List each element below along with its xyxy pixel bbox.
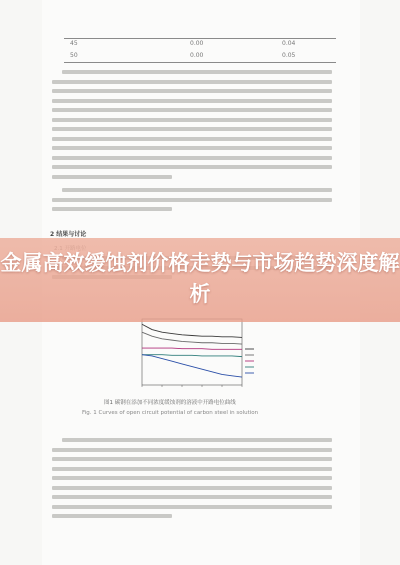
figure-caption-cn: 图1 碳钢在添加不同浓度缓蚀剂的溶液中开路电位曲线 <box>104 400 236 406</box>
series-line-4 <box>142 355 242 377</box>
text-line <box>52 137 332 141</box>
table-cell: 50 <box>70 52 78 59</box>
text-line <box>52 514 172 518</box>
section-heading: 2 结果与讨论 <box>50 231 87 238</box>
series-line-1 <box>142 332 242 344</box>
series-line-0 <box>142 324 242 337</box>
text-line <box>52 156 332 160</box>
text-line <box>52 198 332 202</box>
table-cell: 0.05 <box>282 52 296 59</box>
text-line <box>52 476 332 480</box>
text-line <box>52 99 332 103</box>
figure-caption-en: Fig. 1 Curves of open circuit potential of carbon steel in solution <box>82 410 259 416</box>
text-line <box>52 80 332 84</box>
text-line <box>52 89 332 93</box>
text-line <box>52 207 172 211</box>
text-line <box>52 108 332 112</box>
table-rule-top <box>64 38 336 39</box>
text-line <box>52 127 332 131</box>
text-line <box>52 165 332 169</box>
series-line-2 <box>142 348 242 349</box>
text-line <box>52 146 332 150</box>
text-line <box>52 175 172 179</box>
line-chart <box>132 315 262 395</box>
text-line <box>52 495 332 499</box>
series-line-3 <box>142 355 242 357</box>
text-line <box>52 457 332 461</box>
text-line <box>52 118 332 122</box>
text-line <box>52 467 332 471</box>
text-line <box>62 438 332 442</box>
banner-title: 金属高效缓蚀剂价格走势与市场趋势深度解析 <box>0 251 400 306</box>
text-line <box>52 505 332 509</box>
text-line <box>62 70 332 74</box>
text-line <box>52 448 332 452</box>
table-cell: 0.04 <box>282 40 296 47</box>
text-line <box>52 486 332 490</box>
table-rule-bottom <box>64 62 336 63</box>
table-cell: 45 <box>70 40 78 47</box>
figure-chart <box>132 315 262 427</box>
table-cell: 0.00 <box>190 40 204 47</box>
text-line <box>62 188 332 192</box>
table-cell: 0.00 <box>190 52 204 59</box>
